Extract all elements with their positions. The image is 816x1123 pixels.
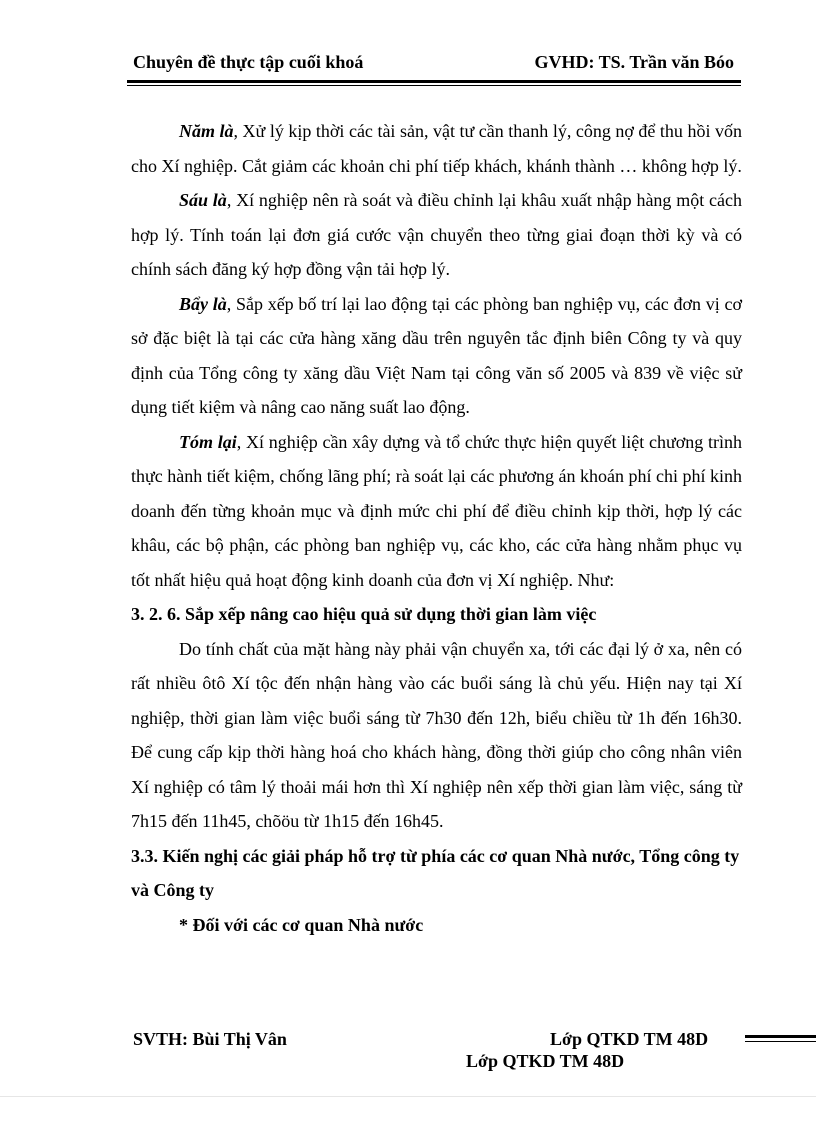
header-rule-thin [127, 85, 741, 86]
subheading-state-agencies: * Đối với các cơ quan Nhà nước [179, 914, 424, 935]
paragraph-text: , Xí nghiệp nên rà soát và điều chỉnh lại khâu xuất nhập hàng một cách hợp lý. Tính toán lại đơn giá cước vận chuyển theo từng giai đoạn thời kỳ và có chính sách đăng ký hợp đồng vận tải hợp lý. [131, 190, 742, 279]
paragraph-tom-lai [131, 425, 742, 598]
header-supervisor: GVHD: TS. Trần văn Bóo [534, 52, 734, 72]
paragraph-lead: Tóm lại [179, 431, 237, 452]
body-text [131, 114, 742, 942]
paragraph-nam-la [131, 114, 742, 183]
paragraph-sau-la [131, 183, 742, 287]
section-heading-3-2-6: 3. 2. 6. Sắp xếp nâng cao hiệu quả sử dụng thời gian làm việc [131, 604, 597, 624]
footer-rule-thin [745, 1041, 816, 1042]
footer-class: Lớp QTKD TM 48D [550, 1029, 709, 1049]
footer-student: SVTH: Bùi Thị Vân [133, 1029, 287, 1049]
footer-rule-thick [745, 1035, 816, 1038]
paragraph-working-time: Do tính chất của mặt hàng này phải vận chuyển xa, tới các đại lý ở xa, nên có rất nhiều ôtô Xí tộc đến nhận hàng vào các buổi sáng là chủ yếu. Hiện nay tại Xí nghiệp, thời gian làm việc buổi sáng từ 7h30 đến 12h, biểu chiều từ 1h đến 16h30. Để cung cấp kịp thời hàng hoá cho khách hàng, đồng thời giúp cho công nhân viên Xí nghiệp có tâm lý thoải mái hơn thì Xí nghiệp nên xếp thời gian làm việc, sáng từ 7h15 đến 11h45, chõöu từ 1h15 đến 16h45. [131, 638, 742, 831]
paragraph-text: , Xí nghiệp cần xây dựng và tổ chức thực hiện quyết liệt chương trình thực hành tiết kiệm, chống lãng phí; rà soát lại các phương án khoán phí chi phí kinh doanh đến từng khoản mục và định mức chi phí để điều chỉnh kịp thời, hợp lý các khâu, các bộ phận, các phòng ban nghiệp vụ, các kho, các cửa hàng nhằm phục vụ tốt nhất hiệu quả hoạt động kinh doanh của đơn vị Xí nghiệp. Như: [131, 431, 743, 590]
paragraph-bay-la [131, 287, 742, 425]
paragraph-text: , Xử lý kịp thời các tài sản, vật tư cần thanh lý, công nợ để thu hồi vốn cho Xí nghiệp. Cắt giảm các khoản chi phí tiếp khách, khánh thành … không hợp lý. [131, 121, 742, 176]
paragraph-lead: Sáu là [179, 190, 227, 210]
header-rule-thick [127, 80, 741, 83]
paragraph-lead: Bẩy là [179, 293, 227, 314]
page-edge-line [0, 1096, 816, 1097]
footer-class-duplicate: Lớp QTKD TM 48D [466, 1051, 625, 1071]
section-heading-3-3: 3.3. Kiến nghị các giải pháp hỗ trợ từ phía các cơ quan Nhà nước, Tổng công ty và Công ty [131, 845, 740, 900]
paragraph-text: , Sắp xếp bố trí lại lao động tại các phòng ban nghiệp vụ, các đơn vị cơ sở đặc biệt là tại các cửa hàng xăng dầu trên nguyên tắc định biên Công ty và quy định của Tổng công ty xăng dầu Việt Nam tại công văn số 2005 và 839 về việc sử dụng tiết kiệm và nâng cao năng suất lao động. [131, 293, 743, 417]
header-title: Chuyên đề thực tập cuối khoá [133, 52, 364, 72]
paragraph-lead: Năm là [179, 121, 234, 141]
